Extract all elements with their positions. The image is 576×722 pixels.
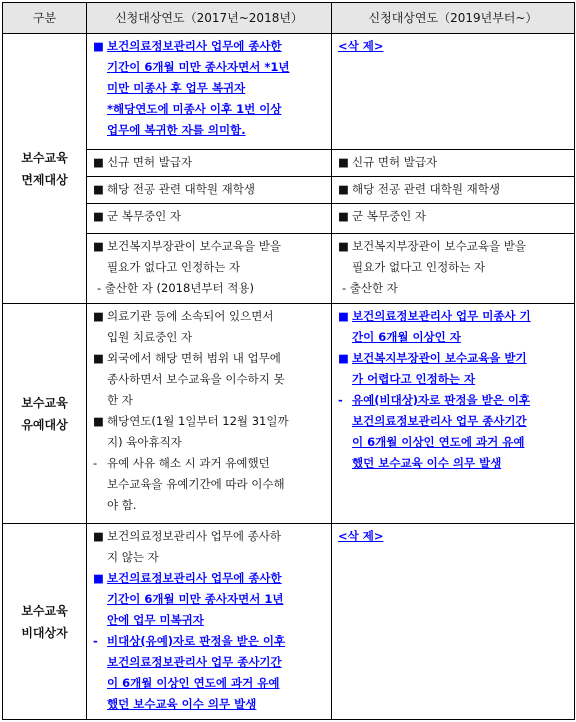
category-exempt: 보수교육 면제대상 bbox=[3, 34, 87, 304]
bullet-square-icon: ■ bbox=[338, 155, 349, 169]
nontarget-row bbox=[3, 524, 575, 720]
list-item: ■ 보건의료정보관리사 업무 미종사 기 간이 6개월 이상인 자 bbox=[338, 306, 568, 348]
eligibility-table bbox=[2, 2, 575, 720]
bullet-square-icon: ■ bbox=[93, 309, 104, 323]
list-item: ■ 보건의료정보관리사 업무에 종사하 지 않는 자 bbox=[93, 526, 325, 568]
bullet-square-icon: ■ bbox=[93, 39, 104, 53]
bullet-square-icon: ■ bbox=[93, 571, 104, 585]
dash-icon: - bbox=[338, 393, 343, 407]
bullet-square-icon: ■ bbox=[93, 414, 104, 428]
exempt-row-1-right bbox=[332, 34, 575, 150]
header-2017-2018: 신청대상연도（2017년~2018년） bbox=[87, 3, 332, 34]
list-item: ■ 보건복지부장관이 보수교육을 받기 가 어렵다고 인정하는 자 bbox=[338, 348, 568, 390]
bullet-square-icon: ■ bbox=[93, 529, 104, 543]
bullet-square-icon: ■ bbox=[93, 182, 104, 196]
list-item: ■ 의료기관 등에 소속되어 있으면서 입원 치료중인 자 bbox=[93, 306, 325, 348]
exempt-row-3: ■ 해당 전공 관련 대학원 재학생 ■ 해당 전공 관련 대학원 재학생 bbox=[3, 177, 575, 204]
bullet-square-icon: ■ bbox=[93, 351, 104, 365]
list-item: ■ 해당연도(1월 1일부터 12월 31일까 지) 육아휴직자 bbox=[93, 411, 325, 453]
list-item: - 유예 사유 해소 시 과거 유예했던 보수교육을 유예기간에 따라 이수해 야 함. bbox=[93, 453, 325, 516]
dash-icon: - bbox=[93, 456, 98, 470]
bullet-square-icon: ■ bbox=[338, 239, 349, 253]
bullet-square-icon: ■ bbox=[338, 182, 349, 196]
list-item: - 유예(비대상)자로 판정을 받은 이후 보건의료정보관리사 업무 종사기간 이 6개월 이상인 연도에 과거 유예 했던 보수교육 이수 의무 발생 bbox=[338, 390, 568, 474]
list-item: ■ 보건의료정보관리사 업무에 종사한 기간이 6개월 미만 종사자면서 1년 안에 업무 미복귀자 bbox=[93, 568, 325, 631]
exempt-row-4: ■ 군 복무중인 자 ■ 군 복무중인 자 bbox=[3, 204, 575, 234]
deferral-row bbox=[3, 304, 575, 524]
deferral-left bbox=[87, 304, 332, 524]
list-item: - 비대상(유예)자로 판정을 받은 이후 보건의료정보관리사 업무 종사기간 이 6개월 이상인 연도에 과거 유예 했던 보수교육 이수 의무 발생 bbox=[93, 631, 325, 715]
bullet-square-icon: ■ bbox=[93, 239, 104, 253]
bullet-square-icon: ■ bbox=[93, 209, 104, 223]
list-item: ■ 외국에서 해당 면허 범위 내 업무에 종사하면서 보수교육을 이수하지 못 한 자 bbox=[93, 348, 325, 411]
bullet-square-icon: ■ bbox=[93, 155, 104, 169]
header-category: 구분 bbox=[3, 3, 87, 34]
nontarget-left bbox=[87, 524, 332, 720]
exempt-row-1-left: ■ 보건의료정보관리사 업무에 종사한 기간이 6개월 미만 종사자면서 *1년 미만 미종사 후 업무 복귀자 *해당연도에 미종사 이후 1번 이상 업무에 복귀한 자를 의미함. bbox=[87, 34, 332, 150]
bullet-square-icon: ■ bbox=[338, 309, 349, 323]
nontarget-right bbox=[332, 524, 575, 720]
bullet-square-icon: ■ bbox=[338, 209, 349, 223]
exempt-row-5: ■ 보건복지부장관이 보수교육을 받을 필요가 없다고 인정하는 자 - 출산한 자 (2018년부터 적용) ■ 보건복지부장관이 보수교육을 받을 필요가 없다고 인정하는 자 - 출산한 자 bbox=[3, 234, 575, 304]
deferral-right bbox=[332, 304, 575, 524]
header-2019-onward: 신청대상연도（2019년부터~） bbox=[332, 3, 575, 34]
dash-icon: - bbox=[93, 634, 98, 648]
category-deferral: 보수교육 유예대상 bbox=[3, 304, 87, 524]
exempt-row-2: ■ 신규 면허 발급자 ■ 신규 면허 발급자 bbox=[3, 150, 575, 177]
deleted-mark: <삭 제> bbox=[338, 39, 384, 53]
category-nontarget: 보수교육 비대상자 bbox=[3, 524, 87, 720]
bullet-square-icon: ■ bbox=[338, 351, 349, 365]
deleted-mark: <삭 제> bbox=[338, 529, 384, 543]
exempt-row-1 bbox=[3, 34, 575, 150]
header-row bbox=[3, 3, 575, 34]
